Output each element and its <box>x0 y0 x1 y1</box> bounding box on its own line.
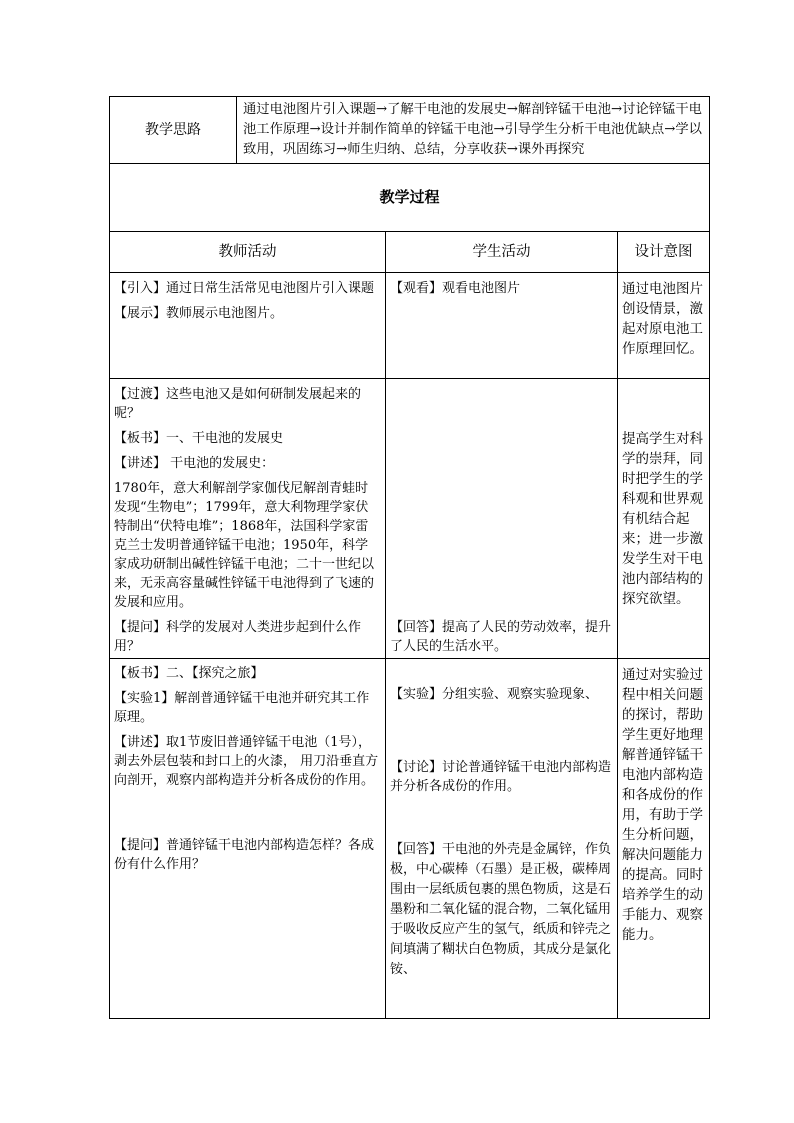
teacher-line: 【讲述】 干电池的发展史： <box>114 456 275 471</box>
process-title: 教学过程 <box>110 164 710 232</box>
student-line: 【实验】分组实验、观察实验现象、 <box>390 687 599 702</box>
student-cell <box>386 659 618 1019</box>
intent-cell: 提高学生对科学的崇拜，同时把学生的学科观和世界观有机结合起来；进一步激发学生对干电池内部结构的探究欲望。 <box>618 379 710 659</box>
teacher-line: 【讲述】取1节废旧普通锌锰干电池（1号），剥去外层包装和封口上的火漆， 用刀沿垂直方向剖开，观察内部构造并分析各成份的作用。 <box>114 735 379 788</box>
header-row <box>110 232 710 273</box>
teacher-line: 【引入】通过日常生活常见电池图片引入课题 <box>114 281 375 296</box>
student-cell <box>386 379 618 659</box>
student-line: 【回答】提高了人民的劳动效率，提升了人民的生活水平。 <box>390 620 612 654</box>
header-student: 学生活动 <box>386 232 618 273</box>
student-line: 【观看】观看电池图片 <box>390 281 521 296</box>
thinking-row <box>110 97 710 164</box>
table-row <box>110 273 710 379</box>
process-title-row <box>110 164 710 232</box>
intent-cell: 通过对实验过程中相关问题的探讨，帮助学生更好地理解普通锌锰干电池内部构造和各成份的作用，有助于学生分析问题，解决问题能力的提高。同时培养学生的动手能力、观察能力。 <box>618 659 710 1019</box>
teacher-line: 【实验1】解剖普通锌锰干电池并研究其工作原理。 <box>114 691 370 725</box>
teacher-line: 【提问】普通锌锰干电池内部构造怎样？各成份有什么作用？ <box>114 838 375 872</box>
student-line: 【讨论】讨论普通锌锰干电池内部构造并分析各成份的作用。 <box>390 760 612 794</box>
header-teacher: 教师活动 <box>110 232 386 273</box>
lesson-plan-table <box>109 96 710 1019</box>
teacher-line: 【板书】二、【探究之旅】 <box>114 666 264 681</box>
teacher-line: 1780年，意大利解剖学家伽伐尼解剖青蛙时发现“生物电”；1799年，意大利物理学家伏特制出“伏特电堆”；1868年，法国科学家雷克兰士发明普通锌锰干电池；1950年，科学家成功研制出碱性锌锰干电池；二十一世纪以来，无汞高容量碱性锌锰干电池得到了飞速的发展和应用。 <box>114 481 375 610</box>
header-intent: 设计意图 <box>618 232 710 273</box>
student-cell <box>386 273 618 379</box>
teacher-cell <box>110 273 386 379</box>
teacher-line: 【展示】教师展示电池图片。 <box>114 306 284 321</box>
teacher-line: 【过渡】这些电池又是如何研制发展起来的呢？ <box>114 387 362 421</box>
teacher-line: 【提问】科学的发展对人类进步起到什么作用？ <box>114 620 362 654</box>
table-row <box>110 659 710 1019</box>
teacher-cell <box>110 379 386 659</box>
teacher-line: 【板书】一、干电池的发展史 <box>114 431 284 446</box>
table-row <box>110 379 710 659</box>
thinking-text: 通过电池图片引入课题→了解干电池的发展史→解剖锌锰干电池→讨论锌锰干电池工作原理→设计并制作简单的锌锰干电池→引导学生分析干电池优缺点→学以致用，巩固练习→师生归纳、总结，分享收获→课外再探究 <box>237 97 710 164</box>
intent-cell: 通过电池图片创设情景，激起对原电池工作原理回忆。 <box>618 273 710 379</box>
student-line: 【回答】干电池的外壳是金属锌，作负极，中心碳棒（石墨）是正极，碳棒周围由一层纸质包裹的黑色物质，这是石墨粉和二氧化锰的混合物，二氧化锰用于吸收反应产生的氢气，纸质和锌壳之间填满了糊状白色物质，其成分是氯化铵、 <box>390 842 612 977</box>
thinking-label: 教学思路 <box>110 97 237 164</box>
teacher-cell <box>110 659 386 1019</box>
